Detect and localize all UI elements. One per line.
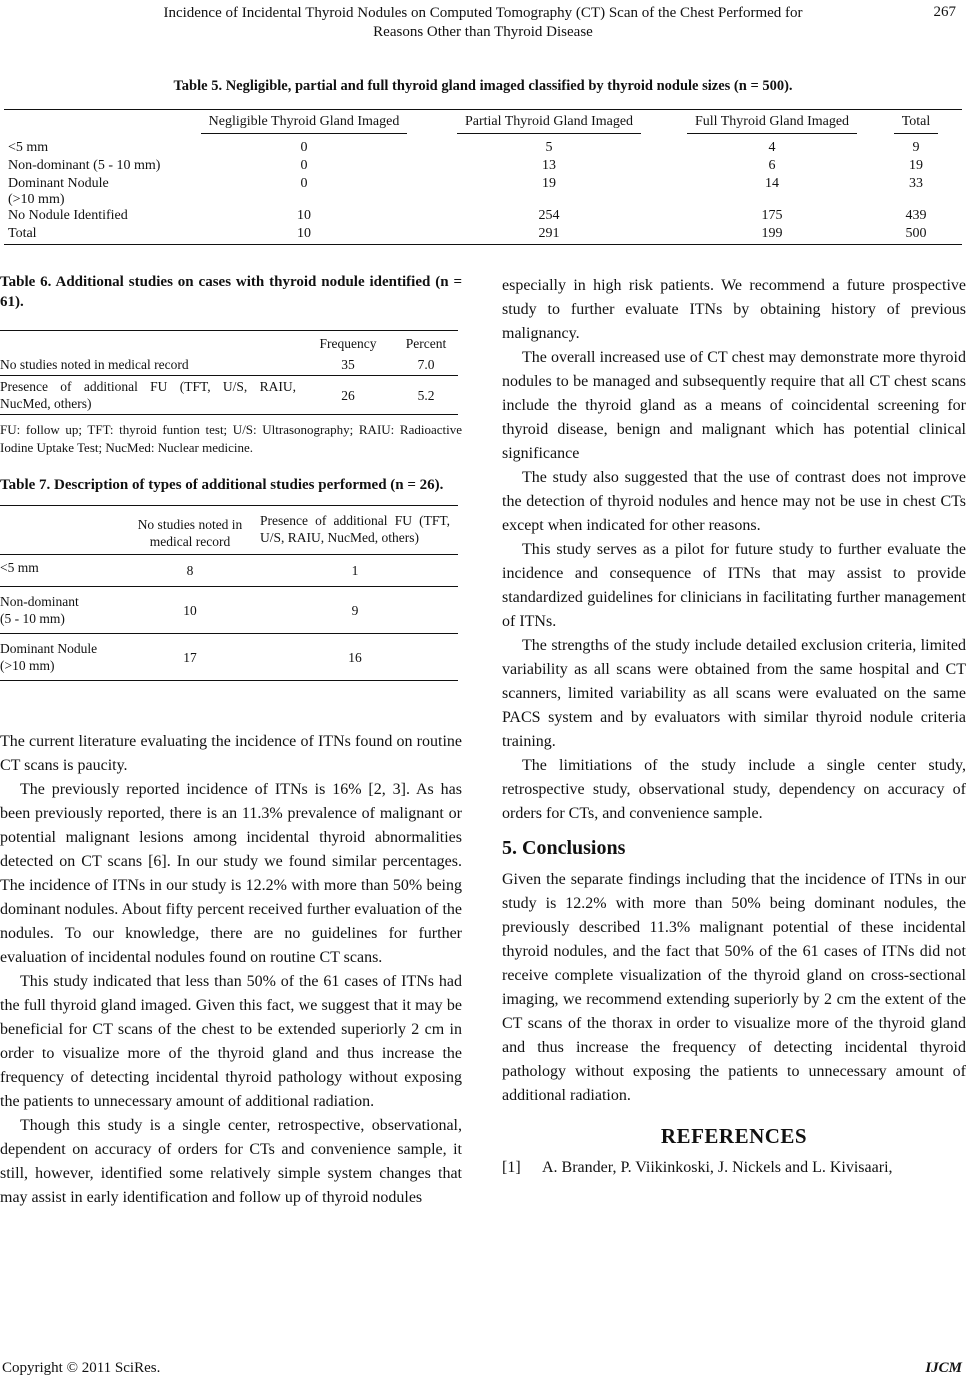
table5-header-blank [4,110,184,141]
body-paragraph: Given the separate findings including that the incidence of ITNs in our study is 12.2% with more than 50% being dominant nodules, the previously described 11.3% malignant potential of these incidental thyroid nodules, and the fact that 50% of the 61 cases of ITNs did not receive complete visualization of the thyroid gland on cross-sectional imaging, we recommend extending superiorly by 2 cm the extent of the CT scans of the thorax in order to visualize more of the thyroid gland and thus increase the frequency of detecting incidental thyroid pathology without exposing the patients to unnecessary amount of additional radiation. [502,871,966,1104]
reference-text: A. Brander, P. Viikinkoski, J. Nickels and L. Kivisaari, [542,1159,893,1176]
cell-value: 254 [538,208,560,223]
row-label-line1: Dominant Nodule [0,641,98,656]
table6-header-blank [0,331,302,355]
table-row [0,587,458,634]
table-row [4,208,962,226]
table6-header-row [0,331,458,355]
row-label [0,634,128,681]
body-paragraph: The overall increased use of CT chest may demonstrate more thyroid nodules to be managed and subsequently require that all CT chest scans include the thyroid gland as a means of coincidental screening for thyroid disease, benign and malignant which has potential clinical significance [502,349,966,462]
cell-value: 19 [542,176,556,191]
row-label [4,176,184,208]
running-header [0,4,966,42]
cell-value: 10 [297,208,311,223]
table5-header-row [4,110,962,141]
cell-value: 175 [761,208,783,223]
cell-value: 500 [870,226,962,245]
row-label: Total [4,226,184,245]
table7 [0,505,458,681]
cell-value: 0 [300,158,308,173]
body-paragraph: Though this study is a single center, retrospective, observational, dependent on accuracy of orders for CTs and convenience sample, it still, however, identified some relatively simple system changes that may assist in early identification and follow up of thyroid nodules [0,1117,462,1206]
cell-value: 8 [128,555,252,587]
cell-value: 1 [252,555,458,587]
row-label-line1: Non-dominant [0,594,79,609]
footer-copyright: Copyright © 2011 SciRes. [2,1360,161,1376]
table-row [4,140,962,158]
row-label: No Nodule Identified [8,208,128,223]
cell-value: 4 [768,140,776,155]
row-label [0,587,128,634]
row-label: No studies noted in medical record [0,354,302,376]
row-label: Non-dominant (5 - 10 mm) [8,158,161,173]
references-heading: REFERENCES [660,1124,808,1148]
cell-value: 9 [912,140,920,155]
body-paragraph: The current literature evaluating the incidence of ITNs found on routine CT scans is paucity. [0,733,462,774]
table6-footnote: FU: follow up; TFT: thyroid funtion test; U/S: Ultrasonography; RAIU: Radioactive Iodine Uptake Test; NucMed: Nuclear medicine. [0,422,462,455]
cell-value: 6 [768,158,776,173]
table7-header-col1: No studies noted in medical record [128,506,252,555]
row-label: <5 mm [0,555,128,587]
row-label-line2: (>10 mm) [0,658,55,673]
row-label-line2: (5 - 10 mm) [0,611,65,626]
table5-header-cell: Full Thyroid Gland Imaged [674,110,870,141]
body-paragraph: This study serves as a pilot for future study to further evaluate the incidence and consequence of ITNs that may assist to provide standardized guidelines for clinicians in facilitating further management of ITNs. [502,541,966,630]
cell-value: 17 [128,634,252,681]
table6 [0,330,458,415]
table6-header-frequency: Frequency [302,331,394,355]
table6-header-percent: Percent [394,331,458,355]
cell-value: 35 [302,354,394,376]
cell-value: 0 [300,176,308,191]
table7-caption: Table 7. Description of types of additional studies performed (n = 26). [0,477,444,493]
running-title-line1: Incidence of Incidental Thyroid Nodules on Computed Tomography (CT) Scan of the Chest Performed for [163,5,803,21]
cell-value: 14 [765,176,779,191]
cell-value: 0 [300,140,308,155]
table7-header-row [0,506,458,555]
left-column [0,272,462,681]
cell-value: 19 [909,158,923,173]
table5 [4,109,962,245]
table5-caption: Table 5. Negligible, partial and full thyroid gland imaged classified by thyroid nodule sizes (n = 500). [173,78,793,94]
table-row [0,376,458,415]
table-row [4,176,962,208]
cell-value: 13 [542,158,556,173]
right-column [502,274,966,1180]
cell-value: 5.2 [394,376,458,415]
body-paragraph: especially in high risk patients. We recommend a future prospective study to further evaluate ITNs by obtaining history of previous malignancy. [502,277,966,342]
body-paragraph: The previously reported incidence of ITNs is 16% [2, 3]. As has been previously reported, there is an 11.3% prevalence of malignant or potential malignant lesions among incidental thyroid abnormalities detected on CT scans [6]. In our study we found similar percentages. The incidence of ITNs in our study is 12.2% with more than 50% being dominant nodules. About fifty percent received further evaluation of the nodules. To our knowledge, there are no guidelines for further evaluation of incidental nodules found on routine CT scans. [0,781,462,966]
cell-value: 26 [302,376,394,415]
cell-value: 9 [252,587,458,634]
left-column-body [0,730,462,1210]
table-row [0,634,458,681]
row-label-line2: (>10 mm) [8,192,65,207]
cell-value: 5 [545,140,553,155]
row-label: <5 mm [8,140,49,155]
reference-item [502,1156,966,1180]
table5-header-cell: Negligible Thyroid Gland Imaged [184,110,424,141]
footer-journal: IJCM [925,1360,962,1376]
row-label: Presence of additional FU (TFT, U/S, RAIU, NucMed, others) [0,376,302,415]
cell-value: 33 [909,176,923,191]
cell-value: 7.0 [394,354,458,376]
table7-header-blank [0,506,128,555]
running-title-line2: Reasons Other than Thyroid Disease [373,24,593,40]
table-row [0,354,458,376]
body-paragraph: The limitiations of the study include a single center study, retrospective study, observational study, dependency on accuracy of orders for CTs, and convenience sample. [502,757,966,822]
cell-value: 10 [184,226,424,245]
table7-header-col2: Presence of additional FU (TFT, U/S, RAIU, NucMed, others) [252,506,458,555]
table5-header-cell: Total [870,110,962,141]
body-paragraph: This study indicated that less than 50% of the 61 cases of ITNs had the full thyroid gland imaged. Given this fact, we suggest that it may be beneficial for CT scans of the chest to be extended superiorly 2 cm in order to visualize more of the thyroid gland and thus increase the frequency of detecting incidental thyroid pathology without exposing the patients to unnecessary amount of additional radiation. [0,973,462,1110]
cell-value: 291 [424,226,674,245]
table5-header-cell: Partial Thyroid Gland Imaged [424,110,674,141]
cell-value: 10 [128,587,252,634]
body-paragraph: The strengths of the study include detailed exclusion criteria, limited variability as all scans were obtained from the same hospital and CT scanners, limited variability as all scans were evaluated on the same PACS system and by evaluators with similar thyroid nodule criteria training. [502,637,966,750]
table-row [4,158,962,176]
table6-caption: Table 6. Additional studies on cases with thyroid nodule identified (n = 61). [0,274,462,310]
reference-number: [1] [502,1159,521,1176]
cell-value: 16 [252,634,458,681]
row-label-line1: Dominant Nodule [8,176,109,191]
table-row [0,555,458,587]
cell-value: 439 [905,208,927,223]
section-heading: 5. Conclusions [502,837,626,859]
cell-value: 199 [674,226,870,245]
table-row [4,226,962,245]
body-paragraph: The study also suggested that the use of contrast does not improve the detection of thyroid nodules and hence may not be use in chest CTs except when indicated for other reasons. [502,469,966,534]
page-number: 267 [933,4,956,20]
